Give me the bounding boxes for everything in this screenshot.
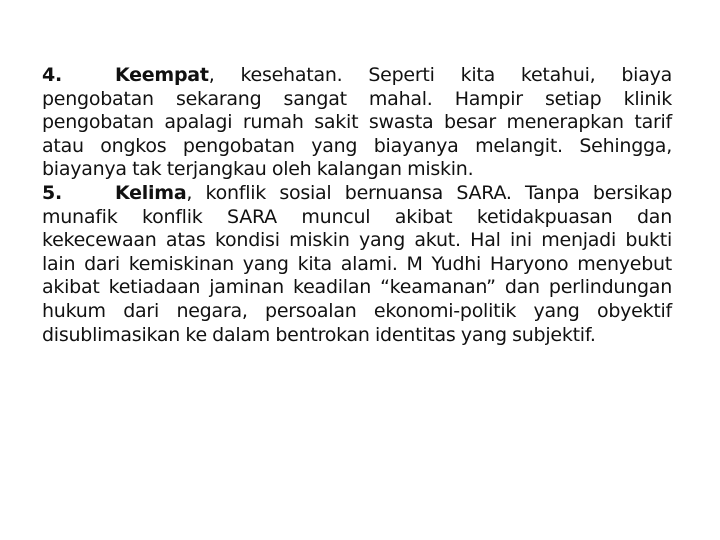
item-text: , kesehatan. Seperti kita ketahui, biaya pengobatan sekarang sangat mahal. Hampir setiap klinik pengobatan apalagi rumah sakit swasta besar menerapkan tarif atau ongkos pengobatan yang biayanya melangit. Sehingga, biayanya tak terjangkau oleh kalangan miskin.	[42, 64, 672, 181]
item-number: 4.	[42, 64, 62, 86]
item-number: 5.	[42, 181, 62, 204]
item-keyword: Keempat	[115, 64, 209, 86]
slide-body	[42, 64, 672, 347]
item-keyword: Kelima	[115, 181, 187, 204]
paragraph-item-4	[42, 64, 672, 182]
item-text: , konflik sosial bernuansa SARA. Tanpa bersikap munafik konflik SARA muncul akibat ketidakpuasan dan kekecewaan atas kondisi miskin yang akut. Hal ini menjadi bukti lain dari kemiskinan yang kita alami. M Yudhi Haryono menyebut akibat ketiadaan jaminan keadilan “keamanan” dan perlindungan hukum dari negara, persoalan ekonomi-politik yang obyektif disublimasikan ke dalam bentrokan identitas yang subjektif.	[42, 181, 672, 346]
paragraph-item-5	[42, 182, 672, 347]
